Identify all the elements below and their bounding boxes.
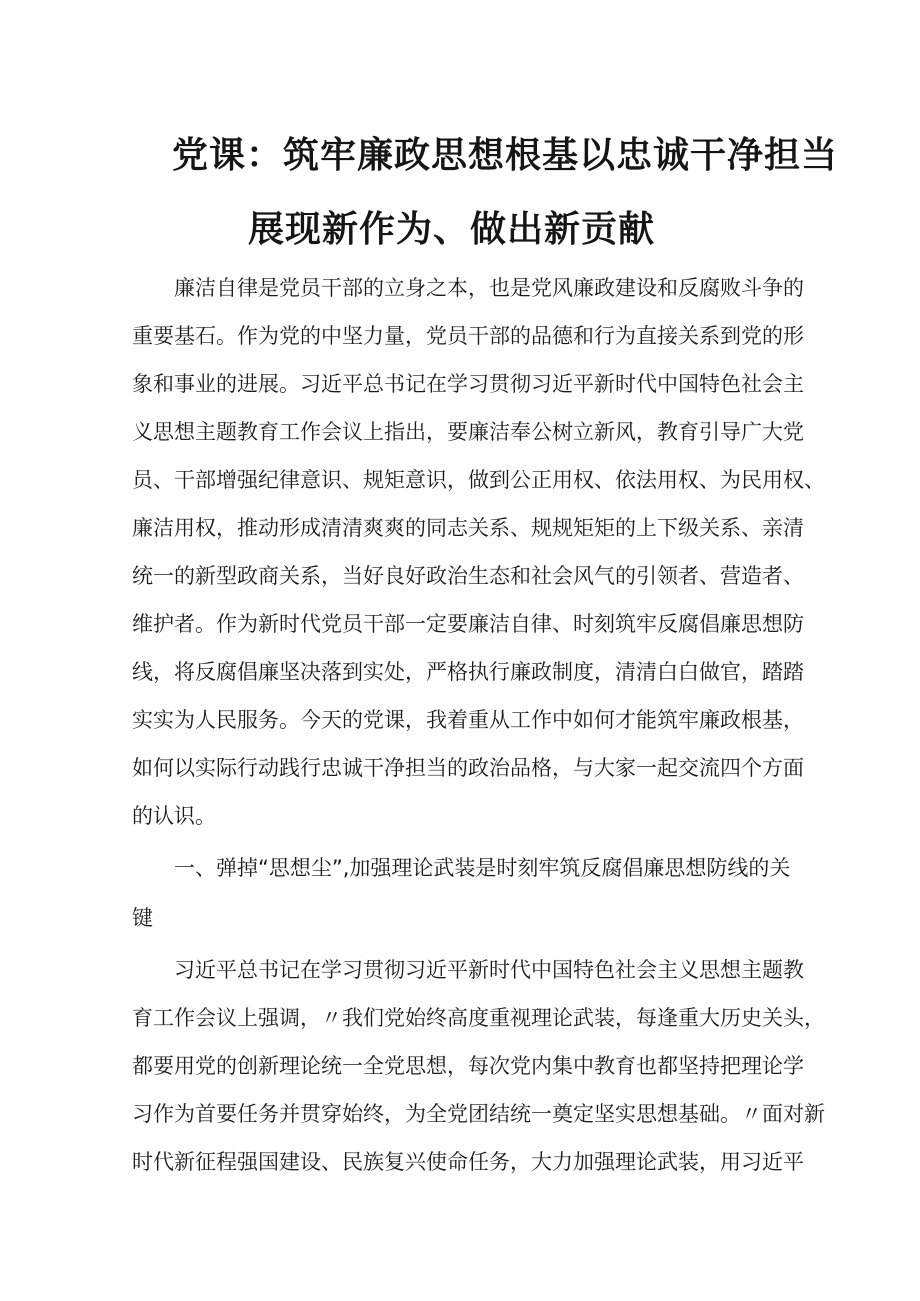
document-title-line-2: 展现新作为、做出新贡献 (248, 209, 656, 250)
section-heading-1-line: 一、弹掉“思想尘”,加强理论武装是时刻牢筑反腐倡廉思想防线的关 (174, 856, 791, 880)
paragraph-1-line: 线，将反腐倡廉坚决落到实处，严格执行廉政制度，清清白白做官，踏踏 (132, 660, 804, 684)
paragraph-1-line: 象和事业的进展。习近平总书记在学习贯彻习近平新时代中国特色社会主 (132, 372, 804, 396)
paragraph-1-line: 如何以实际行动践行忠诚干净担当的政治品格，与大家一起交流四个方面 (132, 756, 804, 780)
paragraph-1-line: 统一的新型政商关系，当好良好政治生态和社会风气的引领者、营造者、 (132, 564, 804, 588)
paragraph-1-line: 重要基石。作为党的中坚力量，党员干部的品德和行为直接关系到党的形 (132, 324, 804, 348)
paragraph-2-line: 都要用党的创新理论统一全党思想，每次党内集中教育也都坚持把理论学 (132, 1054, 804, 1078)
document-title-line-1: 党课：筑牢廉政思想根基以忠诚干净担当 (172, 135, 839, 176)
paragraph-2-line: 习近平总书记在学习贯彻习近平新时代中国特色社会主义思想主题教 (174, 958, 804, 982)
paragraph-1-line: 廉洁自律是党员干部的立身之本，也是党风廉政建设和反腐败斗争的 (174, 276, 804, 300)
paragraph-2-line: 时代新征程强国建设、民族复兴使命任务，大力加强理论武装，用习近平 (132, 1150, 804, 1174)
paragraph-1-line: 廉洁用权，推动形成清清爽爽的同志关系、规规矩矩的上下级关系、亲清 (132, 516, 804, 540)
paragraph-2-line: 育工作会议上强调，〃我们党始终高度重视理论武装，每逢重大历史关头， (132, 1006, 825, 1030)
paragraph-2-line: 习作为首要任务并贯穿始终，为全党团结统一奠定坚实思想基础。〃面对新 (132, 1102, 825, 1126)
paragraph-1-line: 实实为人民服务。今天的党课，我着重从工作中如何才能筑牢廉政根基， (132, 708, 804, 732)
paragraph-1-line: 维护者。作为新时代党员干部一定要廉洁自律、时刻筑牢反腐倡廉思想防 (132, 612, 804, 636)
paragraph-1-line: 义思想主题教育工作会议上指出，要廉洁奉公树立新风，教育引导广大党 (132, 420, 804, 444)
paragraph-1-line: 的认识。 (132, 804, 216, 828)
section-heading-1-line: 键 (132, 906, 153, 930)
paragraph-1-line: 员、干部增强纪律意识、规矩意识，做到公正用权、依法用权、为民用权、 (132, 468, 825, 492)
